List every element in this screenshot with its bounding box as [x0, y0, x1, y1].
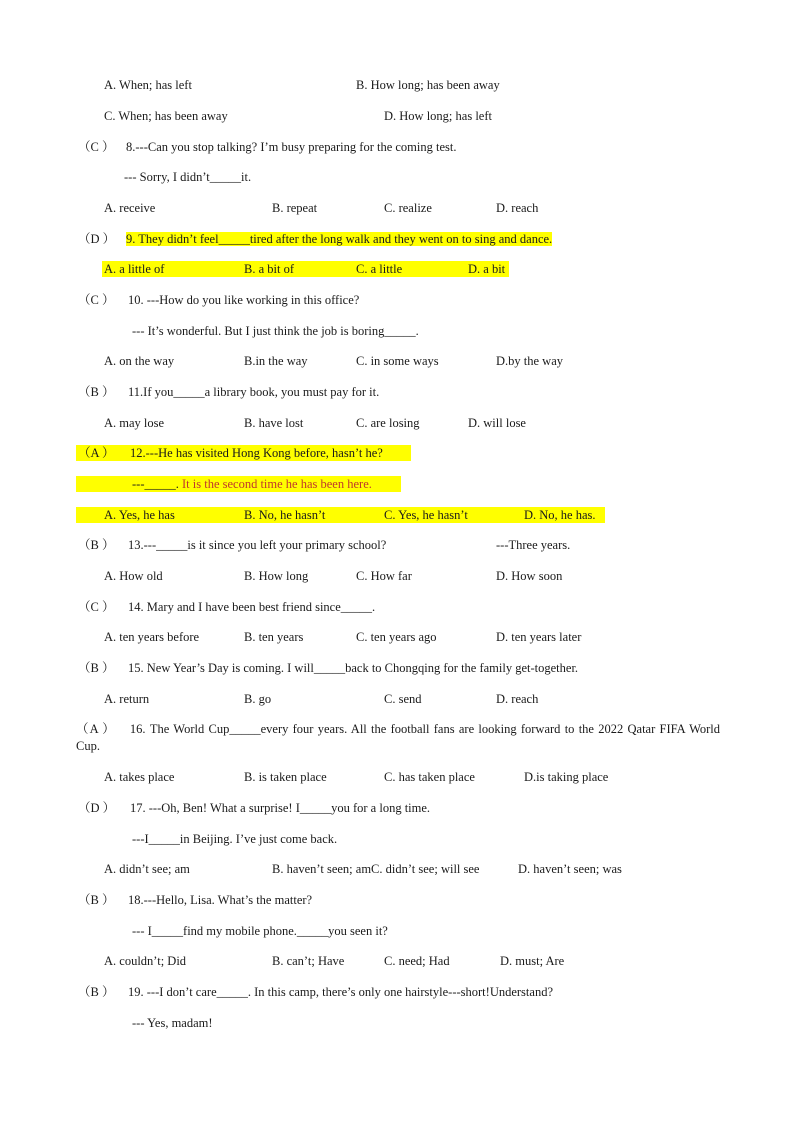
- q10-option-b: B.in the way: [244, 354, 308, 368]
- q9-option-b: B. a bit of: [244, 262, 294, 276]
- q17-stem-text: 17. ---Oh, Ben! What a surprise! I_____you for a long time.: [130, 801, 431, 815]
- q19-reply: --- Yes, madam!: [132, 1016, 213, 1030]
- q11-option-b: B. have lost: [244, 416, 304, 430]
- q7-option-a: A. When; has left: [104, 78, 192, 92]
- q16-stem: [76, 721, 720, 755]
- q15-answer: （B ）: [78, 661, 115, 675]
- q8-stem: [78, 139, 456, 155]
- q11-answer: （B ）: [78, 385, 115, 399]
- q11-option-d: D. will lose: [468, 416, 526, 430]
- q16-stem-text: 16. The World Cup_____every four years. All the football fans are looking forward to the 2022 Qatar FIFA World Cup.: [76, 722, 720, 753]
- q12-reply-prefix: ---_____.: [132, 477, 182, 491]
- q19-stem-text: 19. ---I don’t care_____. In this camp, there’s only one hairstyle---short!Understand?: [128, 985, 553, 999]
- q12-reply-rest: It is the second time he has been here.: [182, 477, 372, 491]
- q13-reply: ---Three years.: [496, 538, 571, 552]
- q14-option-d: D. ten years later: [496, 630, 582, 644]
- q12-stem-text: 12.---He has visited Hong Kong before, hasn’t he?: [130, 446, 383, 460]
- q9-option-a: A. a little of: [104, 262, 165, 276]
- q12-option-a: A. Yes, he has: [104, 508, 175, 522]
- q9-option-c: C. a little: [356, 262, 403, 276]
- q9-answer: （D ）: [78, 232, 116, 246]
- q16-option-d: D.is taking place: [524, 770, 609, 784]
- q9-options: [102, 261, 509, 277]
- q9-stem: [78, 231, 552, 247]
- q15-stem: [78, 660, 578, 676]
- q14-stem-text: 14. Mary and I have been best friend since_____.: [128, 600, 376, 614]
- q12-options: [76, 507, 605, 523]
- q11-stem: [78, 384, 379, 400]
- q18-option-a: A. couldn’t; Did: [104, 954, 187, 968]
- q13-option-d: D. How soon: [496, 569, 563, 583]
- q7-option-d: D. How long; has left: [384, 109, 492, 123]
- q19-answer: （B ）: [78, 985, 115, 999]
- q14-option-b: B. ten years: [244, 630, 304, 644]
- q14-answer: （C ）: [78, 600, 115, 614]
- q8-option-a: A. receive: [104, 201, 156, 215]
- q19-stem: [78, 984, 553, 1000]
- q12-option-c: C. Yes, he hasn’t: [384, 508, 468, 522]
- q9-option-d: D. a bit: [468, 262, 506, 276]
- q16-answer: （A ）: [76, 722, 116, 736]
- q8-reply: --- Sorry, I didn’t_____it.: [124, 170, 252, 184]
- q10-answer: （C ）: [78, 293, 115, 307]
- q17-option-d: D. haven’t seen; was: [518, 862, 622, 876]
- q10-option-d: D.by the way: [496, 354, 563, 368]
- q18-stem-text: 18.---Hello, Lisa. What’s the matter?: [128, 893, 313, 907]
- q12-option-d: D. No, he has.: [524, 508, 596, 522]
- q8-option-b: B. repeat: [272, 201, 318, 215]
- q8-stem-text: 8.---Can you stop talking? I’m busy preparing for the coming test.: [126, 140, 457, 154]
- q13-answer: （B ）: [78, 538, 115, 552]
- q11-stem-text: 11.If you_____a library book, you must pay for it.: [128, 385, 380, 399]
- q9-stem-text: 9. They didn’t feel_____tired after the long walk and they went on to sing and dance.: [126, 232, 553, 246]
- q8-answer: （C ）: [78, 140, 115, 154]
- q7-option-b: B. How long; has been away: [356, 78, 500, 92]
- q13-stem-text: 13.---_____is it since you left your primary school?: [128, 538, 387, 552]
- q15-stem-text: 15. New Year’s Day is coming. I will_____back to Chongqing for the family get-together.: [128, 661, 579, 675]
- q13-option-c: C. How far: [356, 569, 412, 583]
- q18-option-d: D. must; Are: [500, 954, 565, 968]
- q15-option-c: C. send: [384, 692, 422, 706]
- q17-option-b-c: B. haven’t seen; amC. didn’t see; will see: [272, 862, 480, 876]
- q8-option-c: C. realize: [384, 201, 432, 215]
- q18-reply: --- I_____find my mobile phone._____you seen it?: [132, 924, 388, 938]
- q17-answer: （D ）: [78, 801, 116, 815]
- q18-stem: [78, 892, 312, 908]
- q10-stem: [78, 292, 359, 308]
- q18-answer: （B ）: [78, 893, 115, 907]
- q11-option-c: C. are losing: [356, 416, 420, 430]
- q14-option-c: C. ten years ago: [356, 630, 437, 644]
- q11-option-a: A. may lose: [104, 416, 165, 430]
- q8-option-d: D. reach: [496, 201, 539, 215]
- q17-option-a: A. didn’t see; am: [104, 862, 190, 876]
- q18-option-c: C. need; Had: [384, 954, 450, 968]
- q10-stem-text: 10. ---How do you like working in this office?: [128, 293, 360, 307]
- q12-reply: [76, 476, 401, 492]
- q13-option-b: B. How long: [244, 569, 309, 583]
- q13-option-a: A. How old: [104, 569, 163, 583]
- q16-option-c: C. has taken place: [384, 770, 475, 784]
- q15-option-b: B. go: [244, 692, 272, 706]
- q15-option-a: A. return: [104, 692, 150, 706]
- q14-option-a: A. ten years before: [104, 630, 200, 644]
- q10-option-a: A. on the way: [104, 354, 175, 368]
- q18-option-b: B. can’t; Have: [272, 954, 345, 968]
- q17-reply: ---I_____in Beijing. I’ve just come back.: [132, 832, 338, 846]
- q12-option-b: B. No, he hasn’t: [244, 508, 326, 522]
- q12-answer: （A ）: [78, 446, 115, 460]
- q17-stem: [78, 800, 430, 816]
- q15-option-d: D. reach: [496, 692, 539, 706]
- q7-option-c: C. When; has been away: [104, 109, 228, 123]
- q10-reply: --- It’s wonderful. But I just think the job is boring_____.: [132, 324, 419, 338]
- q14-stem: [78, 599, 375, 615]
- q16-option-b: B. is taken place: [244, 770, 327, 784]
- q16-option-a: A. takes place: [104, 770, 175, 784]
- q12-stem: [76, 445, 411, 461]
- q10-option-c: C. in some ways: [356, 354, 439, 368]
